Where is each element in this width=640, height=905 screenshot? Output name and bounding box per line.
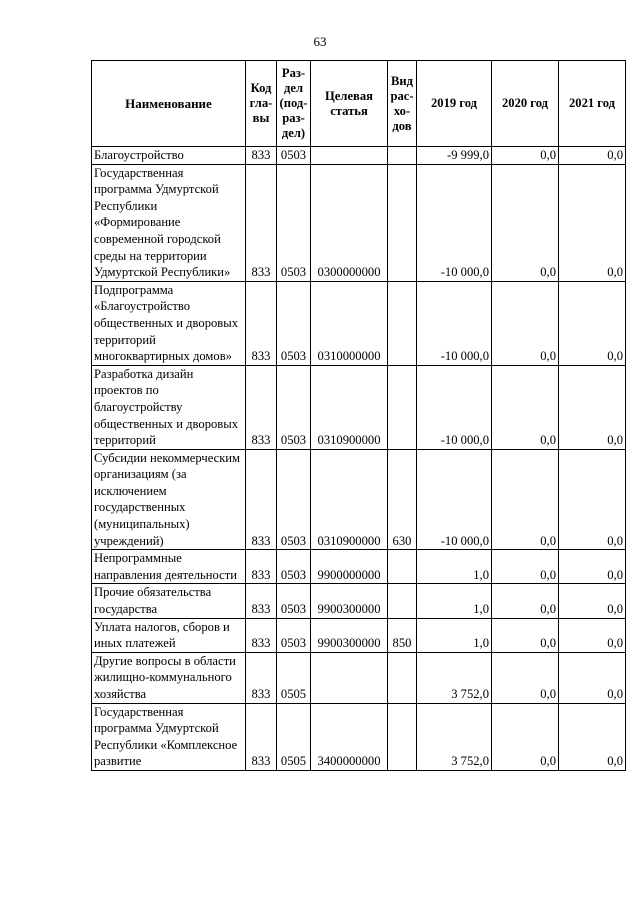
header-code-line: Код [250,81,272,95]
cell-target [311,652,388,703]
header-2021: 2021 год [559,61,626,147]
cell-2021: 0,0 [559,147,626,165]
table-row [92,652,626,703]
header-code [246,61,277,147]
cell-section: 0503 [277,618,311,652]
cell-section: 0503 [277,365,311,449]
cell-type [388,584,417,618]
cell-name: Благоустройство [92,147,246,165]
table-row [92,703,626,770]
budget-table [91,60,626,771]
cell-2020: 0,0 [492,164,559,281]
cell-2019: 1,0 [417,584,492,618]
cell-2020: 0,0 [492,618,559,652]
header-name: Наименование [92,61,246,147]
cell-target: 9900300000 [311,618,388,652]
cell-2020: 0,0 [492,584,559,618]
cell-2021: 0,0 [559,618,626,652]
cell-code: 833 [246,550,277,584]
header-2020: 2020 год [492,61,559,147]
cell-type [388,365,417,449]
cell-section: 0503 [277,147,311,165]
cell-code: 833 [246,652,277,703]
header-code-line: вы [252,111,270,125]
cell-target: 0310000000 [311,281,388,365]
cell-2021: 0,0 [559,164,626,281]
cell-section: 0503 [277,550,311,584]
header-section-line: дел [283,81,304,95]
cell-code: 833 [246,147,277,165]
cell-name: Уплата налогов, сборов и иных платежей [92,618,246,652]
cell-2019: 1,0 [417,550,492,584]
cell-section: 0505 [277,703,311,770]
header-type-line: хо- [393,103,411,118]
cell-section: 0503 [277,449,311,550]
cell-name: Прочие обязательства государства [92,584,246,618]
cell-2021: 0,0 [559,281,626,365]
header-target-line: статья [330,103,368,118]
table-row [92,281,626,365]
cell-type [388,550,417,584]
cell-section: 0503 [277,164,311,281]
table-row [92,147,626,165]
header-section-line: Раз- [281,66,306,80]
cell-name: Подпрограмма «Благоустройство общественных и дворовых территорий многоквартирных домов» [92,281,246,365]
cell-name: Разработка дизайн проектов по благоустройству общественных и дворовых территорий [92,365,246,449]
header-type-line: Вид [390,73,414,88]
cell-name: Непрограммные направления деятельности [92,550,246,584]
table-row [92,584,626,618]
cell-name: Государственная программа Удмуртской Республики «Комплексное развитие [92,703,246,770]
cell-2020: 0,0 [492,281,559,365]
cell-2020: 0,0 [492,365,559,449]
cell-code: 833 [246,584,277,618]
cell-code: 833 [246,281,277,365]
table-row [92,164,626,281]
cell-target: 9900000000 [311,550,388,584]
cell-target: 0310900000 [311,449,388,550]
cell-target: 3400000000 [311,703,388,770]
cell-section: 0505 [277,652,311,703]
cell-2020: 0,0 [492,147,559,165]
cell-2021: 0,0 [559,703,626,770]
cell-2021: 0,0 [559,365,626,449]
cell-2019: -10 000,0 [417,164,492,281]
cell-target: 0310900000 [311,365,388,449]
cell-type: 850 [388,618,417,652]
header-section [277,61,311,147]
cell-target: 9900300000 [311,584,388,618]
header-section-line: раз- [282,111,305,125]
cell-code: 833 [246,703,277,770]
page-number: 63 [313,34,327,49]
cell-2020: 0,0 [492,703,559,770]
cell-code: 833 [246,365,277,449]
table-row [92,449,626,550]
cell-type: 630 [388,449,417,550]
header-section-line: (под- [279,96,308,110]
header-type-line: рас- [390,88,414,103]
cell-2021: 0,0 [559,652,626,703]
header-target [311,61,388,147]
cell-code: 833 [246,449,277,550]
table-header-row [92,61,626,147]
cell-2019: 1,0 [417,618,492,652]
cell-2019: 3 752,0 [417,652,492,703]
cell-2021: 0,0 [559,550,626,584]
header-type-line: дов [392,118,412,133]
cell-2021: 0,0 [559,449,626,550]
header-2019: 2019 год [417,61,492,147]
cell-section: 0503 [277,584,311,618]
table-row [92,365,626,449]
cell-name: Государственная программа Удмуртской Республики «Формирование современной городской среды на территории Удмуртской Республики» [92,164,246,281]
cell-type [388,164,417,281]
cell-target: 0300000000 [311,164,388,281]
cell-target [311,147,388,165]
cell-2019: -10 000,0 [417,281,492,365]
header-target-line: Целевая [325,88,373,103]
cell-type [388,703,417,770]
header-section-line: дел) [281,126,306,140]
cell-2019: -10 000,0 [417,449,492,550]
table-row [92,550,626,584]
cell-code: 833 [246,618,277,652]
cell-type [388,652,417,703]
table-row [92,618,626,652]
cell-2019: -10 000,0 [417,365,492,449]
cell-section: 0503 [277,281,311,365]
cell-name: Субсидии некоммерческим организациям (за исключением государственных (муниципальных) учреждений) [92,449,246,550]
cell-2020: 0,0 [492,449,559,550]
cell-2019: -9 999,0 [417,147,492,165]
header-code-line: гла- [249,96,273,110]
cell-2020: 0,0 [492,652,559,703]
cell-2021: 0,0 [559,584,626,618]
cell-name: Другие вопросы в области жилищно-коммунального хозяйства [92,652,246,703]
cell-2019: 3 752,0 [417,703,492,770]
cell-2020: 0,0 [492,550,559,584]
cell-type [388,281,417,365]
cell-type [388,147,417,165]
cell-code: 833 [246,164,277,281]
header-type [388,61,417,147]
